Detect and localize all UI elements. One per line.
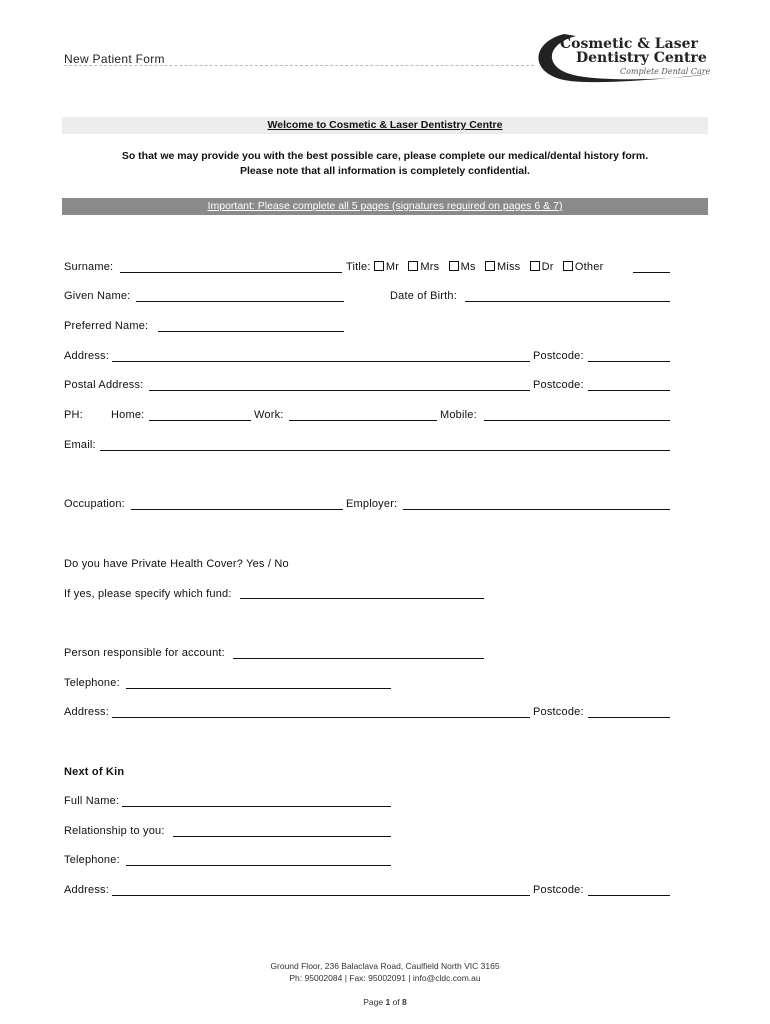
occupation-label: Occupation: [64, 498, 125, 510]
home-phone-field[interactable] [149, 420, 251, 421]
postal-postcode-field[interactable] [588, 390, 670, 391]
employer-label: Employer: [346, 498, 398, 510]
postcode-field[interactable] [588, 361, 670, 362]
work-phone-label: Work: [254, 409, 284, 421]
logo-text-line2: Dentistry Centre [576, 50, 707, 66]
title-mrs-label: Mrs [420, 261, 440, 273]
page-number [0, 997, 770, 1007]
kin-telephone-label: Telephone: [64, 854, 120, 866]
surname-label: Surname: [64, 261, 114, 273]
title-other-field[interactable] [633, 272, 670, 273]
page-current: 1 [385, 997, 391, 1007]
postal-postcode-label: Postcode: [533, 379, 584, 391]
title-mr-checkbox[interactable] [374, 261, 384, 271]
header-rule [64, 65, 534, 66]
responsible-postcode-field[interactable] [588, 717, 670, 718]
logo-text-line1: Cosmetic & Laser [560, 36, 698, 52]
address-label: Address: [64, 350, 110, 362]
important-banner: Important: Please complete all 5 pages (signatures required on pages 6 & 7) [62, 198, 708, 215]
page-prefix: Page [363, 997, 386, 1007]
mobile-label: Mobile: [440, 409, 477, 421]
kin-relationship-field[interactable] [173, 836, 391, 837]
welcome-banner: Welcome to Cosmetic & Laser Dentistry Centre [62, 117, 708, 134]
footer-address: Ground Floor, 236 Balaclava Road, Caulfield North VIC 3165 [270, 961, 500, 971]
surname-field[interactable] [120, 272, 342, 273]
footer-contact: Ph: 95002084 | Fax: 95002091 | info@cldc.com.au [289, 973, 481, 983]
kin-full-name-label: Full Name: [64, 795, 120, 807]
dob-field[interactable] [465, 301, 670, 302]
given-name-label: Given Name: [64, 290, 131, 302]
fund-field[interactable] [240, 598, 484, 599]
postal-address-field[interactable] [149, 390, 530, 391]
home-phone-label: Home: [111, 409, 145, 421]
responsible-field[interactable] [233, 658, 484, 659]
responsible-address-label: Address: [64, 706, 110, 718]
fund-label: If yes, please specify which fund: [64, 588, 232, 600]
kin-postcode-field[interactable] [588, 895, 670, 896]
health-cover-question: Do you have Private Health Cover? Yes / No [64, 558, 289, 570]
responsible-telephone-label: Telephone: [64, 677, 120, 689]
title-mrs-checkbox[interactable] [408, 261, 418, 271]
responsible-label: Person responsible for account: [64, 647, 225, 659]
title-other-label: Other [574, 261, 604, 273]
intro-line-2: Please note that all information is completely confidential. [240, 165, 530, 177]
given-name-field[interactable] [136, 301, 344, 302]
address-field[interactable] [112, 361, 530, 362]
kin-address-field[interactable] [112, 895, 530, 896]
occupation-field[interactable] [131, 509, 343, 510]
title-mr-label: Mr [385, 261, 400, 273]
ph-label: PH: [64, 409, 83, 421]
kin-relationship-label: Relationship to you: [64, 825, 165, 837]
title-other-checkbox[interactable] [563, 261, 573, 271]
preferred-name-field[interactable] [158, 331, 344, 332]
title-ms-label: Ms [460, 261, 476, 273]
title-group [346, 261, 609, 273]
kin-telephone-field[interactable] [126, 865, 391, 866]
mobile-field[interactable] [484, 420, 670, 421]
logo-tagline: Complete Dental Care [620, 67, 711, 76]
responsible-telephone-field[interactable] [126, 688, 391, 689]
email-field[interactable] [100, 450, 670, 451]
responsible-address-field[interactable] [112, 717, 530, 718]
employer-field[interactable] [403, 509, 670, 510]
work-phone-field[interactable] [289, 420, 437, 421]
intro-line-1: So that we may provide you with the best possible care, please complete our medical/dental history form. [121, 150, 649, 162]
dob-label: Date of Birth: [390, 290, 457, 302]
kin-full-name-field[interactable] [122, 806, 391, 807]
email-label: Email: [64, 439, 96, 451]
page-of: of [390, 997, 403, 1007]
title-ms-checkbox[interactable] [449, 261, 459, 271]
kin-address-label: Address: [64, 884, 110, 896]
preferred-name-label: Preferred Name: [64, 320, 149, 332]
postcode-label: Postcode: [533, 350, 584, 362]
title-dr-label: Dr [541, 261, 554, 273]
title-dr-checkbox[interactable] [530, 261, 540, 271]
title-label: Title: [346, 261, 371, 273]
title-miss-checkbox[interactable] [485, 261, 495, 271]
responsible-postcode-label: Postcode: [533, 706, 584, 718]
title-miss-label: Miss [496, 261, 521, 273]
kin-postcode-label: Postcode: [533, 884, 584, 896]
form-title: New Patient Form [64, 52, 165, 66]
postal-address-label: Postal Address: [64, 379, 144, 391]
next-of-kin-heading: Next of Kin [64, 766, 125, 778]
page-total: 8 [402, 997, 407, 1007]
